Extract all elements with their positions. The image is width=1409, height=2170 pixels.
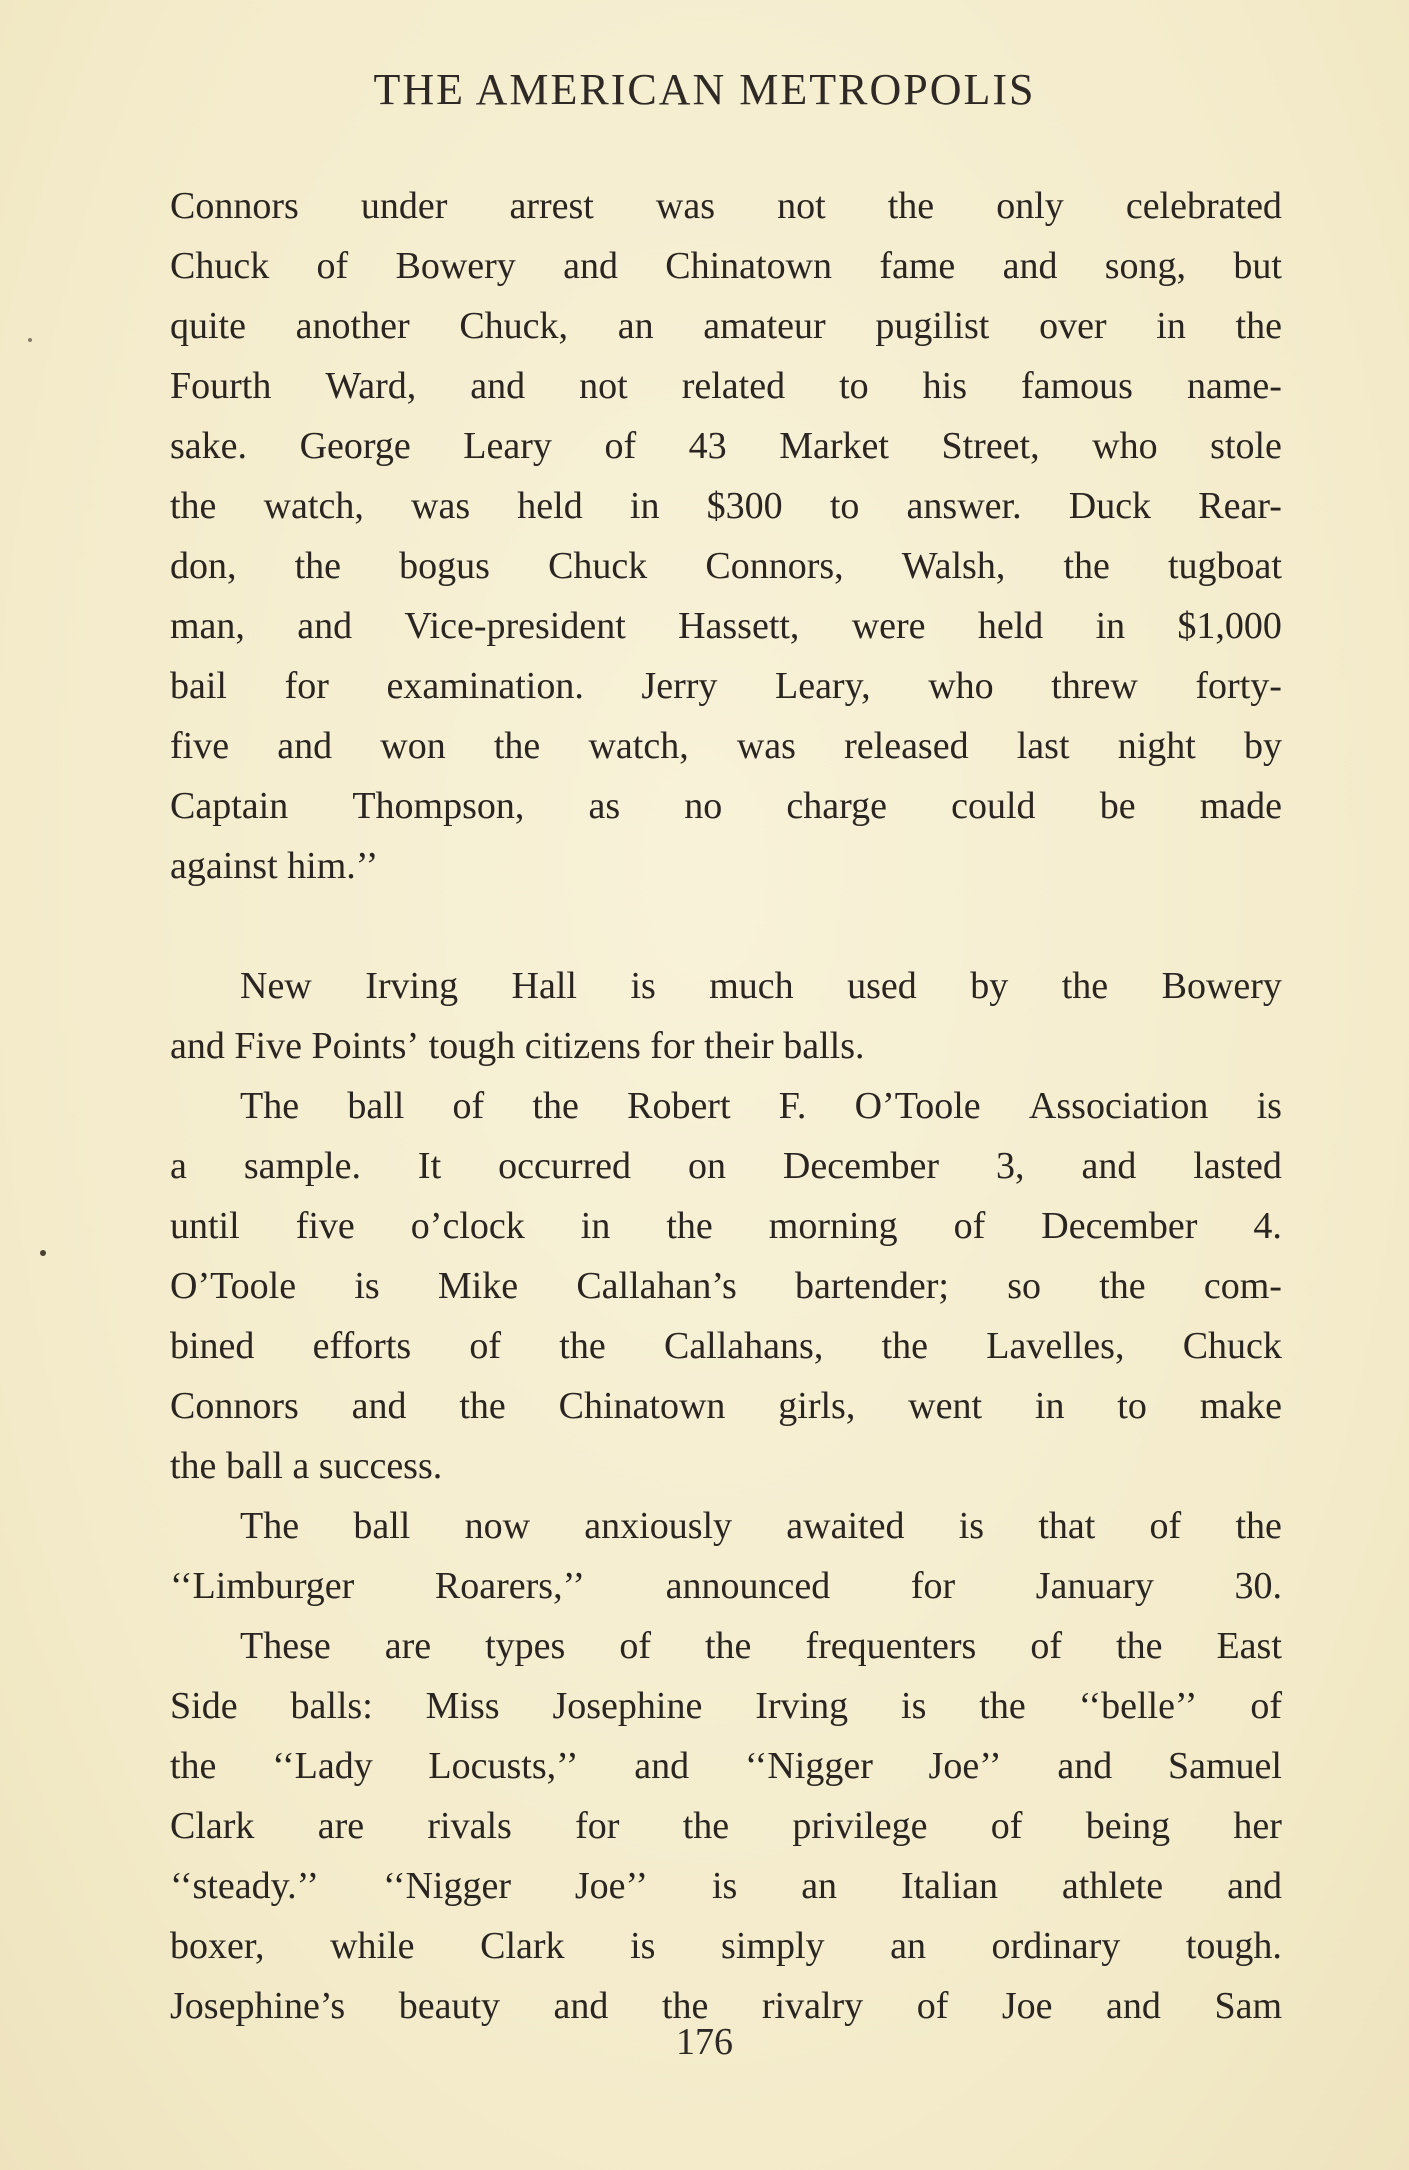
word: rivals xyxy=(427,1805,512,1847)
text-line xyxy=(170,716,1282,776)
word: simply xyxy=(721,1925,825,1967)
word: ‘‘Lady xyxy=(272,1745,373,1787)
word: is xyxy=(1256,1085,1282,1127)
word: and xyxy=(170,1025,235,1067)
word: Hassett, xyxy=(678,605,800,647)
word: an xyxy=(801,1865,838,1907)
text-line xyxy=(170,1916,1282,1976)
word: man, xyxy=(170,605,245,647)
word: 3, xyxy=(996,1145,1025,1187)
word: no xyxy=(684,785,723,827)
word: and xyxy=(277,725,333,767)
word: night xyxy=(1117,725,1196,767)
word: answer. xyxy=(906,485,1022,527)
word: the xyxy=(532,1085,579,1127)
word: now xyxy=(464,1505,531,1547)
word: Clark xyxy=(170,1805,255,1847)
text-line xyxy=(170,1376,1282,1436)
word: him.’’ xyxy=(287,845,379,887)
word: Josephine xyxy=(552,1685,703,1727)
word: the xyxy=(705,1625,752,1667)
word: Irving xyxy=(365,965,459,1007)
word: but xyxy=(1233,245,1282,287)
text-line xyxy=(170,1736,1282,1796)
word: is xyxy=(354,1265,380,1307)
word: January xyxy=(1035,1565,1154,1607)
word: the xyxy=(294,545,342,587)
text-line xyxy=(170,1676,1282,1736)
word: Points’ xyxy=(311,1025,429,1067)
print-speck xyxy=(28,338,32,342)
word: Rear- xyxy=(1198,485,1282,527)
word: being xyxy=(1085,1805,1171,1847)
word: Fourth xyxy=(170,365,272,407)
word: F. xyxy=(778,1085,807,1127)
word: were xyxy=(851,605,926,647)
word: pugilist xyxy=(875,305,990,347)
word: $300 xyxy=(706,485,783,527)
word: ball xyxy=(353,1505,411,1547)
word: charge xyxy=(786,785,887,827)
word: balls. xyxy=(783,1025,865,1067)
word: These xyxy=(240,1625,331,1667)
word: and xyxy=(297,605,353,647)
word: and xyxy=(1081,1145,1137,1187)
word: Chuck, xyxy=(459,305,569,347)
word: under xyxy=(360,185,448,227)
word: and xyxy=(1227,1865,1282,1907)
word: Chinatown xyxy=(665,245,833,287)
word: ball xyxy=(347,1085,405,1127)
word: is xyxy=(630,1925,656,1967)
word: citizens xyxy=(524,1025,651,1067)
word: watch, xyxy=(588,725,689,767)
word: in xyxy=(580,1205,611,1247)
word: on xyxy=(687,1145,726,1187)
word: make xyxy=(1199,1385,1282,1427)
word: is xyxy=(901,1685,927,1727)
text-line xyxy=(170,1616,1282,1676)
word: be xyxy=(1099,785,1136,827)
word: lasted xyxy=(1193,1145,1282,1187)
word: Chinatown xyxy=(558,1385,726,1427)
word: East xyxy=(1216,1625,1282,1667)
text-line xyxy=(170,416,1282,476)
word: and xyxy=(470,365,526,407)
word: and xyxy=(351,1385,407,1427)
word: Sam xyxy=(1214,1985,1282,2027)
word: the xyxy=(493,725,541,767)
word: Joe’’ xyxy=(928,1745,1002,1787)
word: went xyxy=(908,1385,983,1427)
text-line xyxy=(170,1256,1282,1316)
word: tough. xyxy=(1185,1925,1282,1967)
word: com- xyxy=(1203,1265,1282,1307)
word: of xyxy=(1149,1505,1182,1547)
word: threw xyxy=(1051,665,1138,707)
word: tough xyxy=(428,1025,525,1067)
word: five xyxy=(170,725,230,767)
text-line xyxy=(170,1856,1282,1916)
word: awaited xyxy=(786,1505,905,1547)
word: Thompson, xyxy=(352,785,525,827)
word: the xyxy=(1099,1265,1146,1307)
word: an xyxy=(617,305,654,347)
word: December xyxy=(782,1145,940,1187)
word: was xyxy=(736,725,796,767)
word: the xyxy=(459,1385,506,1427)
print-speck xyxy=(40,1250,46,1256)
word: by xyxy=(1243,725,1282,767)
word: Jerry xyxy=(641,665,718,707)
word: Connors xyxy=(170,185,299,227)
word: The xyxy=(240,1505,300,1547)
word: won xyxy=(380,725,446,767)
word: 30. xyxy=(1234,1565,1282,1607)
word: the xyxy=(666,1205,713,1247)
word: of xyxy=(953,1205,986,1247)
word: ‘‘steady.’’ xyxy=(170,1865,320,1907)
word: the xyxy=(979,1685,1026,1727)
word: in xyxy=(1095,605,1126,647)
word: Side xyxy=(170,1685,238,1727)
word: to xyxy=(829,485,860,527)
word: of xyxy=(604,425,637,467)
word: announced xyxy=(665,1565,831,1607)
word: Roarers,’’ xyxy=(434,1565,586,1607)
word: an xyxy=(890,1925,926,1967)
word: 43 xyxy=(688,425,727,467)
word: Bowery xyxy=(395,245,516,287)
text-line xyxy=(170,1076,1282,1136)
word: a xyxy=(292,1445,319,1487)
word: Vice-president xyxy=(404,605,626,647)
word: Chuck xyxy=(1182,1325,1282,1367)
word: Callahans, xyxy=(663,1325,824,1367)
word: O’Toole xyxy=(170,1265,297,1307)
body-text xyxy=(170,176,1282,2036)
word: of xyxy=(916,1985,949,2027)
word: bogus xyxy=(399,545,490,587)
word: Walsh, xyxy=(901,545,1006,587)
word: 4. xyxy=(1253,1205,1282,1247)
text-line xyxy=(170,1016,1282,1076)
text-line xyxy=(170,176,1282,236)
word: o’clock xyxy=(410,1205,525,1247)
word: last xyxy=(1016,725,1070,767)
word: girls, xyxy=(778,1385,856,1427)
word: the xyxy=(1235,305,1282,347)
word: arrest xyxy=(509,185,594,227)
word: success. xyxy=(318,1445,443,1487)
word: occurred xyxy=(498,1145,632,1187)
word: New xyxy=(240,965,312,1007)
word: Locusts,’’ xyxy=(428,1745,579,1787)
word: is xyxy=(958,1505,985,1547)
word: December xyxy=(1041,1205,1198,1247)
word: of xyxy=(452,1085,485,1127)
word: O’Toole xyxy=(854,1085,981,1127)
word: and xyxy=(1057,1745,1113,1787)
text-line xyxy=(170,1316,1282,1376)
word: of xyxy=(316,245,349,287)
word: bartender; xyxy=(794,1265,949,1307)
word: as xyxy=(588,785,621,827)
word: who xyxy=(928,665,994,707)
word: her xyxy=(1233,1805,1282,1847)
word: made xyxy=(1199,785,1282,827)
word: of xyxy=(619,1625,651,1667)
word: tugboat xyxy=(1168,545,1282,587)
word: his xyxy=(922,365,968,407)
word: the xyxy=(1116,1625,1163,1667)
word: and xyxy=(1106,1985,1161,2027)
word: the xyxy=(1061,965,1109,1007)
word: boxer, xyxy=(170,1925,265,1967)
text-line xyxy=(170,296,1282,356)
word: famous xyxy=(1021,365,1133,407)
word: of xyxy=(990,1805,1023,1847)
word: Ward, xyxy=(325,365,417,407)
page-number: 176 xyxy=(676,2021,733,2063)
word: name- xyxy=(1186,365,1282,407)
text-line xyxy=(170,1436,1282,1496)
word: watch, xyxy=(263,485,364,527)
word: amateur xyxy=(703,305,826,347)
word: don, xyxy=(170,545,237,587)
word: in xyxy=(629,485,660,527)
word: over xyxy=(1039,305,1107,347)
text-line xyxy=(170,536,1282,596)
text-line xyxy=(170,656,1282,716)
text-line xyxy=(170,836,1282,896)
text-line xyxy=(170,1556,1282,1616)
word: Lavelles, xyxy=(986,1325,1125,1367)
word: in xyxy=(1156,305,1186,347)
word: Joe’’ xyxy=(574,1865,649,1907)
word: and xyxy=(563,245,618,287)
word: against xyxy=(170,845,288,887)
word: used xyxy=(847,965,917,1007)
word: held xyxy=(517,485,583,527)
word: Italian xyxy=(900,1865,999,1907)
word: Josephine’s xyxy=(170,1985,346,2027)
word: Connors xyxy=(170,1385,299,1427)
word: sample. xyxy=(243,1145,361,1187)
word: Connors, xyxy=(705,545,844,587)
word: while xyxy=(330,1925,415,1967)
text-line xyxy=(170,956,1282,1016)
word: bail xyxy=(170,665,227,707)
word: bined xyxy=(170,1325,255,1367)
word: for xyxy=(650,1025,705,1067)
text-line xyxy=(170,356,1282,416)
word: Duck xyxy=(1068,485,1152,527)
word: beauty xyxy=(398,1985,501,2027)
word: of xyxy=(469,1325,502,1367)
word: anxiously xyxy=(584,1505,733,1547)
word: for xyxy=(575,1805,620,1847)
word: Clark xyxy=(480,1925,565,1967)
word: the xyxy=(887,185,935,227)
word: Association xyxy=(1028,1085,1209,1127)
running-title: THE AMERICAN METROPOLIS xyxy=(373,65,1036,114)
word: the xyxy=(661,1985,709,2027)
word: types xyxy=(485,1625,566,1667)
word: only xyxy=(996,185,1064,227)
text-line xyxy=(170,1796,1282,1856)
word: is xyxy=(711,1865,738,1907)
word: the xyxy=(881,1325,928,1367)
word: the xyxy=(170,1445,226,1487)
word: Five xyxy=(234,1025,312,1067)
word: are xyxy=(384,1625,432,1667)
word: the xyxy=(682,1805,730,1847)
word: much xyxy=(709,965,794,1007)
word: for xyxy=(910,1565,956,1607)
word: the xyxy=(1063,545,1110,587)
word: The xyxy=(240,1085,300,1127)
word: ordinary xyxy=(991,1925,1121,1967)
word: Mike xyxy=(437,1265,519,1307)
word: was xyxy=(411,485,471,527)
word: Leary xyxy=(463,425,552,467)
word: that xyxy=(1038,1505,1096,1547)
word: frequenters xyxy=(805,1625,977,1667)
word: so xyxy=(1007,1265,1041,1307)
word: ‘‘belle’’ xyxy=(1078,1685,1198,1727)
text-line xyxy=(170,776,1282,836)
word: not xyxy=(579,365,628,407)
word: celebrated xyxy=(1125,185,1282,227)
word: and xyxy=(634,1745,690,1787)
word: ‘‘Limburger xyxy=(170,1565,355,1607)
text-line xyxy=(170,1196,1282,1256)
word: are xyxy=(317,1805,365,1847)
word: rivalry xyxy=(761,1985,864,2027)
word: athlete xyxy=(1061,1865,1164,1907)
word: Chuck xyxy=(170,245,270,287)
word: could xyxy=(951,785,1036,827)
word: the xyxy=(170,1745,217,1787)
word: privilege xyxy=(792,1805,928,1847)
word: the xyxy=(170,485,217,527)
word: quite xyxy=(170,305,246,347)
word: was xyxy=(655,185,716,227)
word: Leary, xyxy=(774,665,871,707)
word: Samuel xyxy=(1167,1745,1282,1787)
word: examination. xyxy=(386,665,584,707)
word: another xyxy=(295,305,410,347)
word: balls: xyxy=(290,1685,373,1727)
word: Street, xyxy=(941,425,1040,467)
word: not xyxy=(777,185,826,227)
word: held xyxy=(977,605,1044,647)
word: a xyxy=(170,1145,187,1187)
text-line xyxy=(170,1136,1282,1196)
word: their xyxy=(704,1025,784,1067)
word: Chuck xyxy=(548,545,648,587)
word: to xyxy=(839,365,869,407)
word: morning xyxy=(768,1205,898,1247)
word: Captain xyxy=(170,785,289,827)
word: It xyxy=(417,1145,442,1187)
word: Hall xyxy=(511,965,577,1007)
text-line xyxy=(170,1496,1282,1556)
word: until xyxy=(170,1205,240,1247)
word: Market xyxy=(779,425,889,467)
word: of xyxy=(1250,1685,1282,1727)
word: sake. xyxy=(170,425,248,467)
word: released xyxy=(844,725,969,767)
word: ball xyxy=(225,1445,293,1487)
word: the xyxy=(1235,1505,1282,1547)
word: $1,000 xyxy=(1177,605,1282,647)
word: five xyxy=(295,1205,355,1247)
word: Bowery xyxy=(1161,965,1282,1007)
word: George xyxy=(299,425,411,467)
word: Miss xyxy=(425,1685,500,1727)
word: Callahan’s xyxy=(576,1265,737,1307)
word: stole xyxy=(1210,425,1282,467)
word: is xyxy=(630,965,656,1007)
word: in xyxy=(1034,1385,1065,1427)
word: Irving xyxy=(755,1685,849,1727)
word: who xyxy=(1092,425,1158,467)
word: to xyxy=(1117,1385,1147,1427)
text-line xyxy=(170,596,1282,656)
text-line xyxy=(170,236,1282,296)
word: and xyxy=(553,1985,609,2027)
word: fame xyxy=(879,245,956,287)
text-line xyxy=(170,476,1282,536)
word: Joe xyxy=(1001,1985,1053,2027)
word: related xyxy=(681,365,786,407)
word: ‘‘Nigger xyxy=(744,1745,873,1787)
word: Robert xyxy=(627,1085,731,1127)
word: ‘‘Nigger xyxy=(382,1865,511,1907)
word: efforts xyxy=(312,1325,412,1367)
word: the xyxy=(559,1325,606,1367)
word: for xyxy=(284,665,329,707)
word: of xyxy=(1030,1625,1063,1667)
word: forty- xyxy=(1195,665,1282,707)
word: song, xyxy=(1104,245,1187,287)
word: and xyxy=(1002,245,1058,287)
word: by xyxy=(970,965,1009,1007)
